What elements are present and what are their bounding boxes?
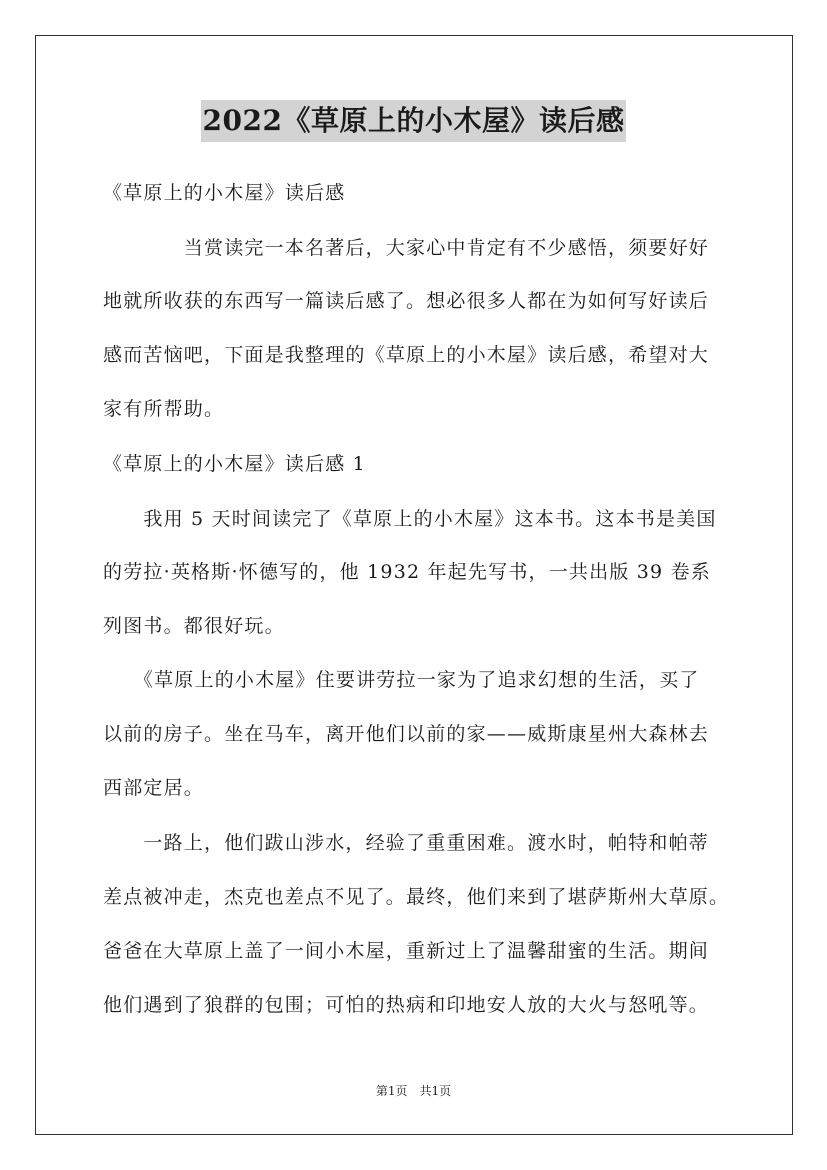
document-title: 2022《草原上的小木屋》读后感 bbox=[201, 100, 627, 142]
paragraph-line: 地就所收获的东西写一篇读后感了。想必很多人都在为如何写好读后 bbox=[103, 290, 710, 312]
paragraph-line: 家有所帮助。 bbox=[103, 398, 225, 420]
paragraph-line: 列图书。都很好玩。 bbox=[103, 615, 285, 637]
paragraph-line: 西部定居。 bbox=[103, 777, 205, 799]
paragraph-line: 差点被冲走，杰克也差点不见了。最终，他们来到了堪萨斯州大草原。 bbox=[103, 886, 730, 908]
paragraph-line: 的劳拉·英格斯·怀德写的，他 1932 年起先写书，一共出版 39 卷系 bbox=[103, 561, 711, 583]
title-wrap bbox=[0, 100, 827, 142]
paragraph-line: 感而苦恼吧，下面是我整理的《草原上的小木屋》读后感，希望对大 bbox=[103, 344, 710, 366]
page-footer bbox=[0, 1083, 827, 1099]
section-heading: 《草原上的小木屋》读后感 1 bbox=[103, 453, 366, 475]
paragraph-line: 爸爸在大草原上盖了一间小木屋，重新过上了温馨甜蜜的生活。期间 bbox=[103, 940, 710, 962]
paragraph-line: 一路上，他们跋山涉水，经验了重重困难。渡水时，帕特和帕蒂 bbox=[103, 832, 710, 854]
paragraph-line: 他们遇到了狼群的包围；可怕的热病和印地安人放的大火与怒吼等。 bbox=[103, 994, 710, 1016]
subtitle-line: 《草原上的小木屋》读后感 bbox=[103, 182, 346, 204]
page-number: 第1页 共1页 bbox=[375, 1084, 452, 1098]
paragraph-line: 当赏读完一本名著后，大家心中肯定有不少感悟，须要好好 bbox=[103, 237, 710, 259]
paragraph-line: 以前的房子。坐在马车，离开他们以前的家——威斯康星州大森林去 bbox=[103, 723, 710, 745]
paragraph-line: 《草原上的小木屋》住要讲劳拉一家为了追求幻想的生活，买了 bbox=[103, 669, 700, 691]
paragraph-line: 我用 5 天时间读完了《草原上的小木屋》这本书。这本书是美国 bbox=[103, 508, 717, 530]
